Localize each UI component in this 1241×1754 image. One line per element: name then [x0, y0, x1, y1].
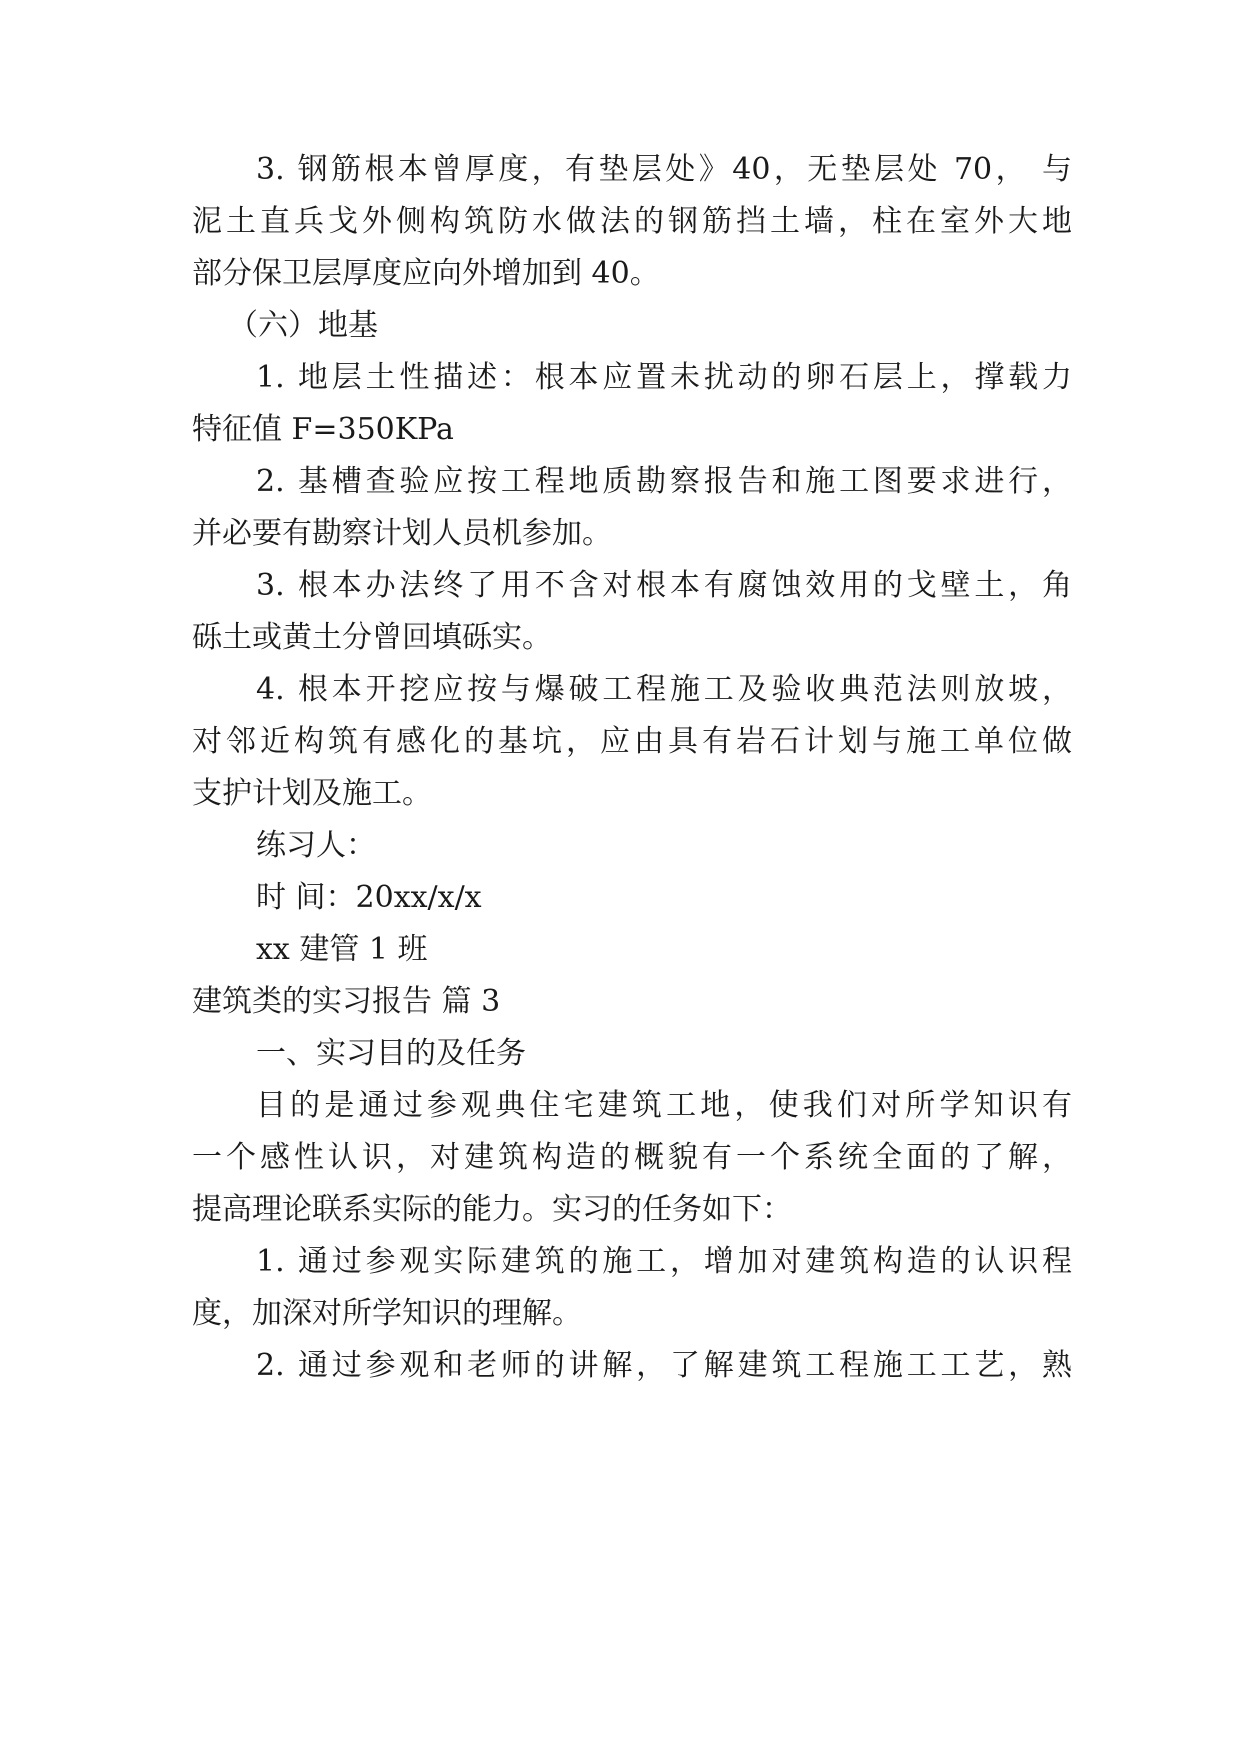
paragraph-line: 1. 通过参观实际建筑的施工，增加对建筑构造的认识程 — [256, 1244, 1072, 1279]
paragraph-line: 特征值 F=350KPa — [192, 412, 454, 447]
paragraph-line: 4. 根本开挖应按与爆破工程施工及验收典范法则放坡， — [256, 672, 1072, 707]
paragraph-line: 砾土或黄土分曾回填砾实。 — [192, 620, 552, 655]
class-line: xx 建管 1 班 — [256, 932, 428, 967]
paragraph-line: 1. 地层土性描述：根本应置未扰动的卵石层上，撑载力 — [256, 360, 1072, 395]
report-title: 建筑类的实习报告 篇 3 — [192, 984, 501, 1019]
paragraph-line: 一个感性认识，对建筑构造的概貌有一个系统全面的了解， — [192, 1140, 1072, 1175]
paragraph-line: 3. 根本办法终了用不含对根本有腐蚀效用的戈壁土，角 — [256, 568, 1072, 603]
paragraph-line: 目的是通过参观典住宅建筑工地，使我们对所学知识有 — [256, 1088, 1072, 1123]
paragraph-line: 并必要有勘察计划人员机参加。 — [192, 516, 612, 551]
paragraph-line: 部分保卫层厚度应向外增加到 40。 — [192, 256, 660, 291]
paragraph-line: 2. 基槽查验应按工程地质勘察报告和施工图要求进行， — [256, 464, 1072, 499]
paragraph-line: 支护计划及施工。 — [192, 776, 432, 811]
paragraph-line: 泥土直兵戈外侧构筑防水做法的钢筋挡土墙，柱在室外大地 — [192, 204, 1072, 239]
paragraph-line: 度，加深对所学知识的理解。 — [192, 1296, 582, 1331]
paragraph-line: 对邻近构筑有感化的基坑，应由具有岩石计划与施工单位做 — [192, 724, 1072, 759]
section-heading: 一、实习目的及任务 — [256, 1036, 526, 1071]
paragraph-line: 2. 通过参观和老师的讲解，了解建筑工程施工工艺，熟 — [256, 1348, 1072, 1383]
section-heading: （六）地基 — [228, 308, 378, 343]
signature-label: 练习人： — [256, 828, 376, 863]
date-line: 时 间：20xx/x/x — [256, 880, 482, 915]
paragraph-line: 3. 钢筋根本曾厚度，有垫层处》40，无垫层处 70， 与 — [256, 152, 1072, 187]
paragraph-line: 提高理论联系实际的能力。实习的任务如下： — [192, 1192, 792, 1227]
